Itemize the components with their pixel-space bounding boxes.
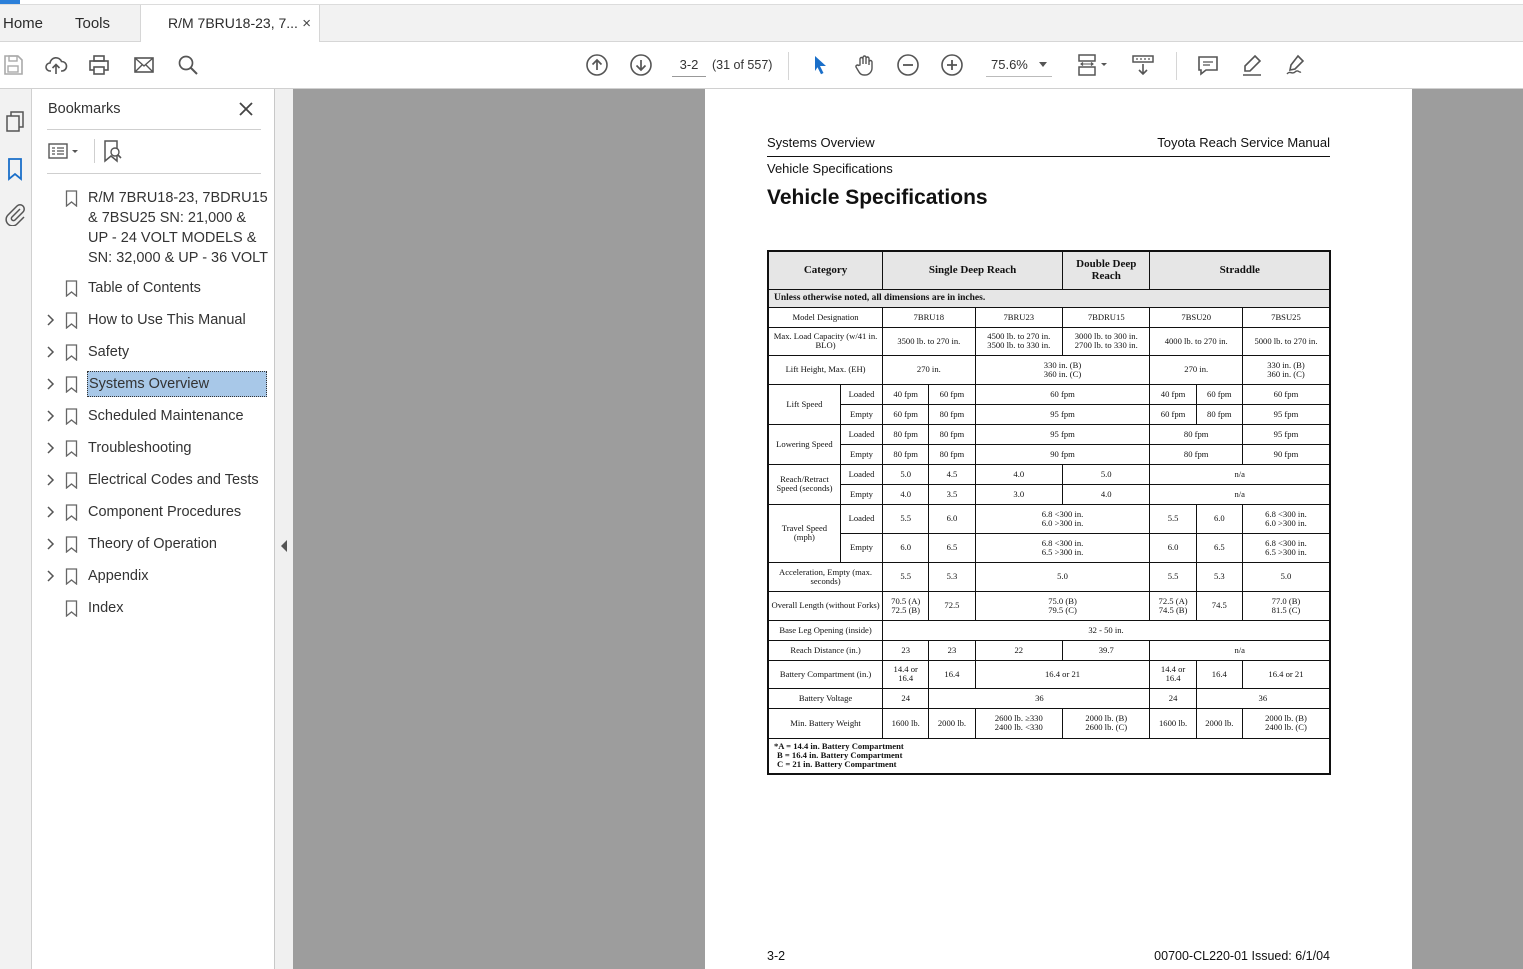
table-cell: Acceleration, Empty (max. seconds) <box>768 562 883 591</box>
bookmark-icon <box>65 536 78 553</box>
table-cell: Double Deep Reach <box>1063 251 1150 289</box>
table-cell: 5.5 <box>883 504 929 533</box>
tab-home[interactable]: Home <box>3 15 44 32</box>
table-cell: 60 fpm <box>975 384 1150 404</box>
table-cell: 5.0 <box>1242 562 1330 591</box>
bookmark-label: How to Use This Manual <box>88 312 246 328</box>
attachments-icon[interactable] <box>3 202 27 226</box>
toolbar <box>0 42 1523 89</box>
table-cell <box>975 708 1062 738</box>
bookmarks-panel <box>32 89 275 969</box>
table-cell <box>975 327 1062 355</box>
cell-line: 2000 lb. (B) <box>1265 713 1307 723</box>
chevron-right-icon[interactable] <box>45 409 57 423</box>
bookmark-label: Appendix <box>88 568 149 584</box>
table-cell: 1600 lb. <box>1150 708 1196 738</box>
table-cell: 5.3 <box>1196 562 1242 591</box>
footnote-line: C = 21 in. Battery Compartment <box>777 759 897 770</box>
bookmark-icon <box>65 600 78 617</box>
table-cell: 5.5 <box>1150 504 1196 533</box>
cell-line: 6.8 <300 in. <box>1265 537 1307 548</box>
toolbar-separator <box>788 52 789 80</box>
table-cell: 60 fpm <box>1150 404 1196 424</box>
bookmark-options-icon[interactable] <box>47 139 83 163</box>
chevron-right-icon[interactable] <box>45 345 57 359</box>
bookmark-label: Electrical Codes and Tests <box>88 472 259 488</box>
table-cell: 36 <box>1196 688 1330 708</box>
table-cell: 32 - 50 in. <box>883 620 1330 640</box>
table-row <box>768 251 1330 289</box>
table-cell: 90 fpm <box>1242 444 1330 464</box>
table-cell: 5.0 <box>883 464 929 484</box>
table-cell: 80 fpm <box>883 444 929 464</box>
table-row <box>768 591 1330 620</box>
email-icon[interactable] <box>131 52 157 78</box>
previous-page-icon[interactable] <box>584 52 610 78</box>
bookmark-label: Systems Overview <box>87 371 267 397</box>
table-cell <box>883 591 929 620</box>
table-cell: Battery Compartment (in.) <box>768 660 883 688</box>
cell-line: 3500 lb. to 330 in. <box>987 340 1051 350</box>
table-cell: Straddle <box>1150 251 1330 289</box>
table-cell: Empty <box>840 484 882 504</box>
cell-line: 6.5 >300 in. <box>1265 546 1307 557</box>
table-cell <box>1242 504 1330 533</box>
page-footer-right: 00700-CL220-01 Issued: 6/1/04 <box>1154 949 1330 963</box>
bookmark-label: Scheduled Maintenance <box>88 408 244 424</box>
table-cell: 6.0 <box>929 504 975 533</box>
table-cell: 6.5 <box>929 533 975 562</box>
collapse-arrow-icon[interactable] <box>281 540 287 552</box>
chevron-right-icon[interactable] <box>45 313 57 327</box>
table-cell <box>1242 591 1330 620</box>
document-viewer[interactable] <box>293 89 1523 969</box>
cloud-upload-icon[interactable] <box>43 52 69 78</box>
table-row <box>768 688 1330 708</box>
table-row <box>768 464 1330 484</box>
pdf-page <box>705 89 1412 969</box>
table-cell: Unless otherwise noted, all dimensions are in inches. <box>768 289 1330 307</box>
table-cell: n/a <box>1150 484 1330 504</box>
next-page-icon[interactable] <box>628 52 654 78</box>
cell-line: 6.5 >300 in. <box>1041 546 1084 557</box>
table-cell: Max. Load Capacity (w/41 in. BLO) <box>768 327 883 355</box>
bookmarks-title: Bookmarks <box>48 101 121 117</box>
page-header-right: Toyota Reach Service Manual <box>1157 135 1330 150</box>
table-cell: Loaded <box>840 504 882 533</box>
zoom-in-icon[interactable] <box>939 52 965 78</box>
table-cell <box>1063 327 1150 355</box>
table-row <box>768 424 1330 444</box>
table-cell: 5.0 <box>1063 464 1150 484</box>
table-cell: 72.5 <box>929 591 975 620</box>
cell-line: 2600 lb. (C) <box>1085 722 1128 732</box>
table-cell: Reach/Retract Speed (seconds) <box>768 464 840 504</box>
cell-line: 16.4 <box>1165 673 1181 683</box>
table-cell: 6.5 <box>1196 533 1242 562</box>
table-cell: 4.0 <box>1063 484 1150 504</box>
bookmark-icon <box>65 440 78 457</box>
table-cell: 16.4 <box>929 660 975 688</box>
cell-line: 70.5 (A) <box>891 595 921 606</box>
table-cell: 3500 lb. to 270 in. <box>883 327 975 355</box>
panel-divider <box>47 129 261 130</box>
cell-line: 72.5 (A) <box>1158 595 1188 606</box>
bookmark-label: Index <box>88 600 124 616</box>
table-row <box>768 289 1330 307</box>
table-cell: 5.3 <box>929 562 975 591</box>
tab-document[interactable] <box>140 5 320 43</box>
cell-line: 330 in. (B) <box>1043 359 1082 370</box>
table-cell: Overall Length (without Forks) <box>768 591 883 620</box>
table-cell: 22 <box>975 640 1062 660</box>
table-cell: 4000 lb. to 270 in. <box>1150 327 1242 355</box>
header-rule <box>767 156 1330 157</box>
table-cell: 36 <box>929 688 1150 708</box>
cell-line: 6.8 <300 in. <box>1265 508 1307 519</box>
table-cell: n/a <box>1150 640 1330 660</box>
table-row <box>768 660 1330 688</box>
zoom-dropdown-icon[interactable] <box>1039 62 1047 67</box>
panel-divider <box>47 173 261 174</box>
cell-line: 6.0 >300 in. <box>1265 517 1307 528</box>
table-cell: 60 fpm <box>1242 384 1330 404</box>
table-cell: 270 in. <box>883 355 975 384</box>
chevron-right-icon[interactable] <box>45 441 57 455</box>
bookmark-icon <box>65 312 78 329</box>
cell-line: 6.0 >300 in. <box>1041 517 1084 528</box>
table-cell: 80 fpm <box>1150 424 1242 444</box>
table-cell: 2000 lb. <box>1196 708 1242 738</box>
table-cell: Loaded <box>840 384 882 404</box>
table-row <box>768 355 1330 384</box>
table-cell <box>975 355 1150 384</box>
bookmark-label: Safety <box>88 344 130 360</box>
table-cell: 23 <box>883 640 929 660</box>
table-row <box>768 504 1330 533</box>
cell-line: 3000 lb. to 300 in. <box>1074 331 1138 341</box>
bookmark-icon <box>65 376 78 393</box>
page-title: Vehicle Specifications <box>767 186 988 209</box>
table-cell: 40 fpm <box>1150 384 1196 404</box>
table-cell <box>1242 355 1330 384</box>
cell-line: 360 in. (C) <box>1043 368 1082 379</box>
table-cell: 7BSU20 <box>1150 307 1242 327</box>
table-cell: 16.4 <box>1196 660 1242 688</box>
tab-bar <box>0 5 1523 42</box>
table-cell: 7BRU18 <box>883 307 975 327</box>
table-cell: 95 fpm <box>975 404 1150 424</box>
table-cell: 6.0 <box>1196 504 1242 533</box>
page-fit-icon[interactable] <box>1074 52 1112 78</box>
table-cell: 3.0 <box>975 484 1062 504</box>
tab-tools[interactable]: Tools <box>75 15 111 32</box>
bookmark-label: Component Procedures <box>88 504 242 520</box>
table-cell: 6.0 <box>1150 533 1196 562</box>
table-cell: n/a <box>1150 464 1330 484</box>
table-cell: 80 fpm <box>929 444 975 464</box>
table-cell <box>1242 533 1330 562</box>
table-cell: Empty <box>840 533 882 562</box>
cell-line: 2000 lb. (B) <box>1085 713 1128 723</box>
table-cell: 40 fpm <box>883 384 929 404</box>
table-cell: 5.0 <box>975 562 1150 591</box>
table-cell: 95 fpm <box>975 424 1150 444</box>
cell-line: 72.5 (B) <box>891 604 921 615</box>
scroll-mode-icon[interactable] <box>1130 52 1156 78</box>
cell-line: 14.4 or <box>893 664 918 674</box>
bookmark-icon <box>65 408 78 425</box>
table-cell: Lift Speed <box>768 384 840 424</box>
table-cell: 80 fpm <box>929 404 975 424</box>
print-icon[interactable] <box>86 52 112 78</box>
table-cell: Loaded <box>840 464 882 484</box>
table-cell: 3.5 <box>929 484 975 504</box>
page-header-left: Systems Overview <box>767 135 875 150</box>
cell-line: 75.0 (B) <box>1048 595 1077 606</box>
page-subtitle: Vehicle Specifications <box>767 161 893 176</box>
chevron-right-icon[interactable] <box>45 569 57 583</box>
table-cell: Category <box>768 251 883 289</box>
table-cell: 80 fpm <box>929 424 975 444</box>
table-cell: 5.5 <box>883 562 929 591</box>
table-cell <box>1150 660 1196 688</box>
bookmark-icon <box>65 504 78 521</box>
table-row <box>768 738 1330 774</box>
search-icon[interactable] <box>175 52 201 78</box>
bookmark-icon <box>65 568 78 585</box>
table-cell: 80 fpm <box>1196 404 1242 424</box>
table-cell: 7BSU25 <box>1242 307 1330 327</box>
table-row <box>768 404 1330 424</box>
panel-collapse-bar[interactable] <box>275 89 293 969</box>
table-row <box>768 562 1330 591</box>
page-footer-left: 3-2 <box>767 949 786 963</box>
cell-line: 6.8 <300 in. <box>1041 508 1084 519</box>
bookmark-icon <box>65 190 78 207</box>
table-cell: Loaded <box>840 424 882 444</box>
table-cell <box>1242 708 1330 738</box>
table-cell <box>975 504 1150 533</box>
bookmark-label: Troubleshooting <box>88 440 192 456</box>
hand-tool-icon[interactable] <box>851 52 877 78</box>
chevron-right-icon[interactable] <box>45 537 57 551</box>
chevron-right-icon[interactable] <box>45 473 57 487</box>
bookmark-icon <box>65 280 78 297</box>
table-cell <box>975 591 1150 620</box>
footnote-line: B = 16.4 in. Battery Compartment <box>777 750 903 761</box>
table-cell: Lowering Speed <box>768 424 840 464</box>
table-row <box>768 484 1330 504</box>
navigation-pane-strip <box>0 89 32 969</box>
highlight-pen-icon[interactable] <box>1239 52 1265 78</box>
bookmark-icon <box>65 344 78 361</box>
comment-icon[interactable] <box>1195 52 1221 78</box>
table-cell <box>883 660 929 688</box>
table-cell: 1600 lb. <box>883 708 929 738</box>
table-cell: 16.4 or 21 <box>975 660 1150 688</box>
tab-close-icon[interactable]: × <box>302 15 311 32</box>
table-cell: 80 fpm <box>883 424 929 444</box>
table-row <box>768 307 1330 327</box>
table-cell: Min. Battery Weight <box>768 708 883 738</box>
table-cell <box>1150 591 1196 620</box>
table-cell: 23 <box>929 640 975 660</box>
table-cell: Travel Speed (mph) <box>768 504 840 562</box>
table-cell: Model Designation <box>768 307 883 327</box>
table-cell: 80 fpm <box>1150 444 1242 464</box>
bookmark-label: Table of Contents <box>88 280 201 296</box>
cell-line: 2600 lb. ≥330 <box>994 713 1043 723</box>
table-cell: 4.5 <box>929 464 975 484</box>
specifications-table <box>767 250 1331 775</box>
chevron-right-icon[interactable] <box>45 377 57 391</box>
cell-line: 74.5 (B) <box>1158 604 1188 615</box>
table-cell <box>1063 708 1150 738</box>
table-cell: Empty <box>840 444 882 464</box>
toolbar-separator <box>1176 52 1177 80</box>
table-cell: 5.5 <box>1150 562 1196 591</box>
table-cell: 74.5 <box>1196 591 1242 620</box>
zoom-out-icon[interactable] <box>895 52 921 78</box>
cell-line: 6.8 <300 in. <box>1041 537 1084 548</box>
bookmarks-panel-icon[interactable] <box>3 157 27 181</box>
sign-icon[interactable] <box>1283 52 1309 78</box>
table-cell: 95 fpm <box>1242 404 1330 424</box>
cell-line: 16.4 <box>898 673 914 683</box>
cell-line: 14.4 or <box>1160 664 1186 674</box>
table-cell: 7BDRU15 <box>1063 307 1150 327</box>
cell-line: 2400 lb. (C) <box>1265 722 1307 732</box>
table-row <box>768 384 1330 404</box>
table-cell: 16.4 or 21 <box>1242 660 1330 688</box>
table-row <box>768 327 1330 355</box>
table-cell: 4.0 <box>883 484 929 504</box>
close-panel-icon[interactable] <box>235 98 257 120</box>
table-cell: 5000 lb. to 270 in. <box>1242 327 1330 355</box>
table-cell: Lift Height, Max. (EH) <box>768 355 883 384</box>
bookmark-label: R/M 7BRU18-23, 7BDRU15 & 7BSU25 SN: 21,000 & UP - 24 VOLT MODELS & SN: 32,000 & UP - 36 VOLT <box>88 190 268 266</box>
select-cursor-icon[interactable] <box>807 52 833 78</box>
table-cell: 4.0 <box>975 464 1062 484</box>
accent-bar <box>0 0 20 4</box>
chevron-right-icon[interactable] <box>45 505 57 519</box>
table-row <box>768 620 1330 640</box>
table-cell: 270 in. <box>1150 355 1242 384</box>
table-cell: 60 fpm <box>1196 384 1242 404</box>
bookmark-label: Theory of Operation <box>88 536 217 552</box>
page-count: (31 of 557) <box>712 58 773 72</box>
table-cell: Empty <box>840 404 882 424</box>
page-number-input[interactable]: 3-2 <box>672 53 706 77</box>
tab-document-label: R/M 7BRU18-23, 7... <box>168 15 298 31</box>
footnote-line: *A = 14.4 in. Battery Compartment <box>774 741 904 752</box>
cell-line: 2400 lb. <330 <box>994 722 1043 732</box>
table-cell: 39.7 <box>1063 640 1150 660</box>
cell-line: 79.5 (C) <box>1048 604 1077 615</box>
cell-line: 81.5 (C) <box>1271 604 1301 615</box>
table-cell: 90 fpm <box>975 444 1150 464</box>
save-icon[interactable] <box>0 52 26 78</box>
bookmark-icon <box>65 472 78 489</box>
table-row <box>768 708 1330 738</box>
table-cell: 6.0 <box>883 533 929 562</box>
new-bookmark-icon[interactable] <box>100 139 126 163</box>
table-row <box>768 640 1330 660</box>
table-cell: 24 <box>1150 688 1196 708</box>
table-row <box>768 444 1330 464</box>
table-cell: 95 fpm <box>1242 424 1330 444</box>
table-cell <box>975 533 1150 562</box>
table-footnote <box>768 738 1330 774</box>
table-cell: Reach Distance (in.) <box>768 640 883 660</box>
table-cell: Single Deep Reach <box>883 251 1063 289</box>
zoom-level-select[interactable]: 75.6% <box>986 53 1052 77</box>
cell-line: 360 in. (C) <box>1267 368 1305 379</box>
panel-divider <box>94 139 95 163</box>
cell-line: 330 in. (B) <box>1267 359 1305 370</box>
table-cell: 60 fpm <box>929 384 975 404</box>
cell-line: 77.0 (B) <box>1271 595 1301 606</box>
table-cell: 60 fpm <box>883 404 929 424</box>
page-thumbnails-icon[interactable] <box>3 109 27 133</box>
table-cell: Base Leg Opening (inside) <box>768 620 883 640</box>
cell-line: 2700 lb. to 330 in. <box>1074 340 1138 350</box>
table-cell: 2000 lb. <box>929 708 975 738</box>
table-cell: 24 <box>883 688 929 708</box>
table-cell: Battery Voltage <box>768 688 883 708</box>
table-cell: 7BRU23 <box>975 307 1062 327</box>
table-row <box>768 533 1330 562</box>
cell-line: 4500 lb. to 270 in. <box>987 331 1051 341</box>
